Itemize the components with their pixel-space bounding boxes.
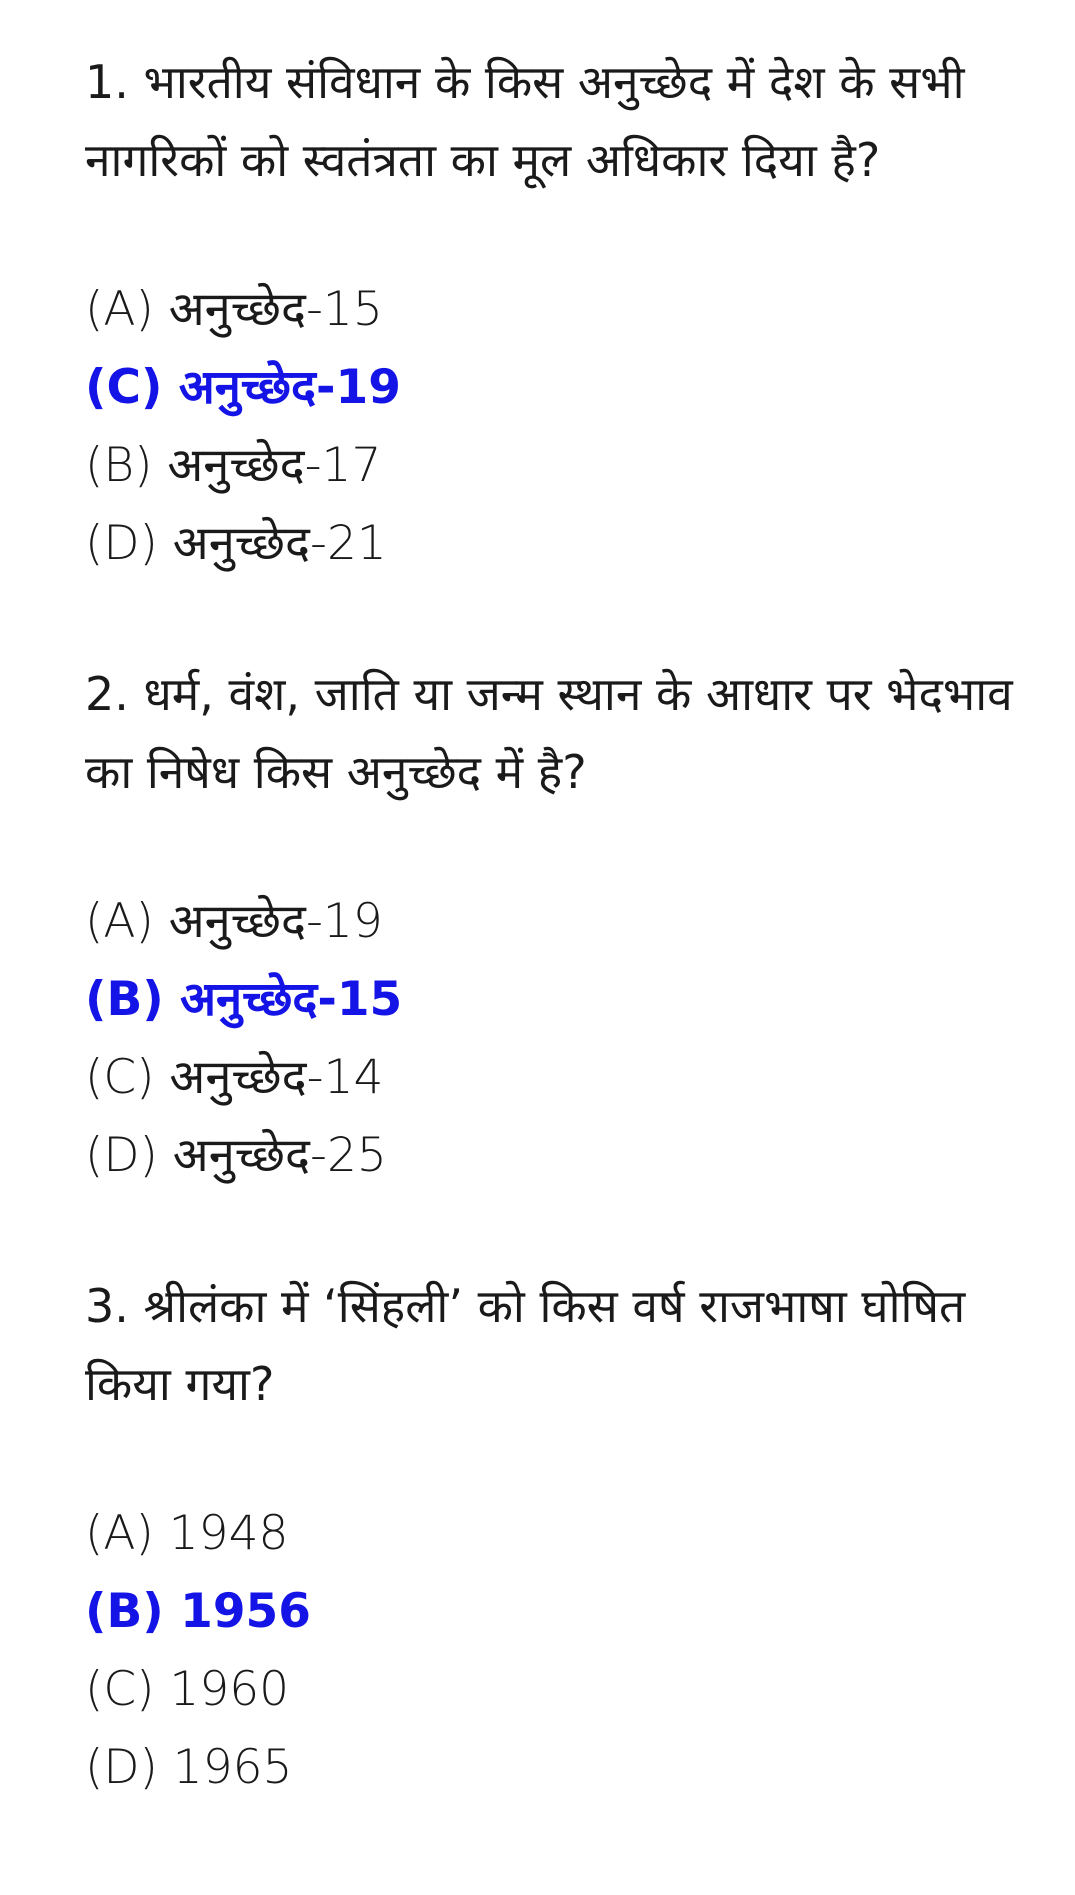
- question-2: [85, 655, 1015, 1195]
- option-a: (A) अनुच्छेद-15: [85, 282, 383, 337]
- question-text: 1. भारतीय संविधान के किस अनुच्छेद में देश के सभी नागरिकों को स्वतंत्रता का मूल अधिकार दिया है?: [85, 55, 965, 187]
- options-list: [85, 271, 1015, 583]
- option-b-correct-answer: (B) 1956: [85, 1584, 311, 1639]
- options-list: [85, 1495, 1015, 1807]
- question-3: [85, 1267, 1015, 1807]
- question-text: 3. श्रीलंका में ‘सिंहली’ को किस वर्ष राजभाषा घोषित किया गया?: [85, 1279, 966, 1411]
- question-1: [85, 43, 1015, 583]
- option-c-correct-answer: (C) अनुच्छेद-19: [85, 360, 401, 415]
- question-text: 2. धर्म, वंश, जाति या जन्म स्थान के आधार पर भेदभाव का निषेध किस अनुच्छेद में है?: [85, 667, 1013, 799]
- option-b-correct-answer: (B) अनुच्छेद-15: [85, 972, 403, 1027]
- option-b: (B) अनुच्छेद-17: [85, 438, 382, 493]
- option-c: (C) अनुच्छेद-14: [85, 1050, 384, 1105]
- option-d: (D) 1965: [85, 1740, 293, 1795]
- option-a: (A) अनुच्छेद-19: [85, 894, 383, 949]
- option-a: (A) 1948: [85, 1506, 289, 1561]
- options-list: [85, 883, 1015, 1195]
- option-d: (D) अनुच्छेद-21: [85, 516, 387, 571]
- option-c: (C) 1960: [85, 1662, 290, 1717]
- option-d: (D) अनुच्छेद-25: [85, 1128, 387, 1183]
